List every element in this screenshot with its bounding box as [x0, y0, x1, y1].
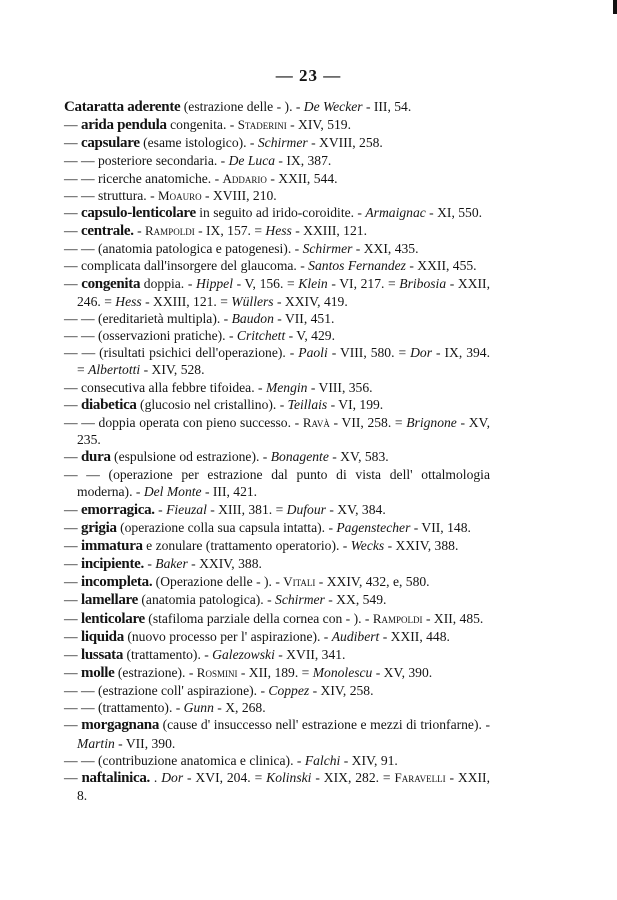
entry-text: — complicata dall'insorgere del glaucoma. -	[64, 258, 309, 274]
entry-text: - XV, 235.	[77, 414, 490, 447]
entry-text: —	[64, 449, 81, 465]
index-entry	[64, 448, 490, 466]
entry-text: - XVIII, 258.	[307, 135, 383, 151]
entry-text: —	[64, 204, 81, 220]
entry-text: - XI, 550.	[425, 204, 483, 220]
entry-text: — — (estrazione coll' aspirazione). -	[64, 683, 269, 699]
entry-text: - XXIII, 121. =	[141, 293, 232, 309]
entry-text: - XVII, 341.	[274, 646, 346, 662]
entry-text: - VII, 451.	[273, 310, 335, 326]
index-entry	[64, 752, 490, 769]
index-entry	[64, 501, 490, 519]
author-reference: Paoli	[298, 345, 328, 361]
entry-text: (nuovo processo per l' aspirazione). -	[123, 628, 332, 644]
author-reference: Falchi	[304, 752, 341, 768]
author-reference: Teillais	[287, 396, 328, 412]
author-reference: Brignone	[406, 414, 457, 430]
entry-text: - XX, 549.	[324, 592, 387, 608]
entry-heading: Cataratta aderente	[64, 99, 181, 115]
page-edge-mark	[613, 0, 617, 14]
index-entry	[64, 466, 490, 500]
entry-text: -	[154, 501, 167, 517]
entry-text: — — doppia operata con pieno successo. -	[64, 414, 303, 430]
index-list	[64, 98, 490, 804]
entry-text: - XXIII, 121.	[291, 223, 367, 239]
entry-text: - V, 156. =	[232, 275, 299, 291]
entry-text: (espulsione od estrazione). -	[110, 449, 271, 465]
entry-text: (cause d' insuccesso nell' estrazione e mezzi di trionfarne). -	[159, 717, 490, 733]
entry-heading: grigia	[81, 519, 117, 536]
entry-text: - XIV, 519.	[286, 117, 352, 133]
author-reference: Schirmer	[275, 592, 325, 608]
author-reference: Bribosia	[399, 275, 447, 291]
entry-heading: morgagnana	[81, 717, 160, 734]
entry-text: —	[64, 717, 82, 733]
entry-text: —	[64, 275, 82, 291]
author-reference: Pagenstecher	[336, 519, 411, 535]
entry-text: — — (risultati psichici dell'operazione). -	[64, 345, 299, 361]
entry-heading: lenticolare	[81, 610, 145, 627]
entry-text: - XII, 189. =	[237, 665, 313, 680]
author-reference: De Luca	[228, 153, 276, 169]
entry-text: - XXIV, 388.	[384, 537, 459, 553]
entry-text: - XXIV, 432, e, 580.	[315, 574, 430, 590]
entry-heading: liquida	[81, 628, 124, 645]
author-reference: Wüllers	[231, 293, 274, 309]
entry-heading: arida pendula	[81, 117, 167, 134]
index-entry	[64, 396, 490, 414]
entry-text: —	[64, 574, 81, 590]
entry-text: -	[143, 556, 156, 572]
author-reference: Schirmer	[257, 135, 308, 151]
entry-text: — — (contribuzione anatomica e clinica). -	[64, 752, 305, 768]
entry-text: — — (operazione per estrazione dal punto di vista dell' ottalmologia moderna). -	[64, 467, 490, 500]
index-entry	[64, 222, 490, 240]
entry-heading: emorragica.	[81, 501, 155, 518]
author-reference: Monolescu	[312, 665, 373, 680]
entry-text: - XXII, 448.	[379, 628, 450, 644]
entry-text: —	[64, 628, 81, 644]
entry-text: — — (ereditarietà multipla). -	[64, 310, 232, 326]
entry-text: (estrazione). -	[114, 665, 197, 680]
entry-heading: capsulo-lenticolare	[81, 204, 196, 221]
author-reference: Fieuzal	[166, 501, 207, 517]
entry-heading: naftalinica.	[81, 769, 150, 786]
entry-text: —	[64, 665, 81, 680]
entry-heading: lamellare	[81, 592, 138, 609]
entry-text: — consecutiva alla febbre tifoidea. -	[64, 379, 266, 395]
index-entry	[64, 275, 490, 310]
entry-text: - XVIII, 210.	[201, 187, 277, 203]
entry-text: (glucosio nel cristallino). -	[136, 396, 288, 412]
entry-heading: lussata	[81, 646, 124, 663]
entry-text: - XIII, 381. =	[206, 501, 287, 517]
index-entry	[64, 134, 490, 152]
author-reference: Baker	[155, 556, 188, 572]
entry-text: - III, 421.	[201, 484, 258, 500]
author-reference: Mengin	[265, 379, 308, 395]
index-entry	[64, 699, 490, 716]
author-reference: Bonagente	[270, 449, 329, 465]
entry-text: —	[64, 537, 81, 553]
author-reference: Vitali	[283, 574, 316, 590]
author-reference: Rosmini	[196, 665, 238, 680]
entry-text: —	[64, 646, 81, 662]
entry-heading: dura	[81, 449, 111, 466]
entry-text: - VII, 258. =	[329, 414, 407, 430]
author-reference: Galezowski	[212, 646, 275, 662]
entry-text: congenita. -	[166, 117, 238, 133]
author-reference: Hess	[115, 293, 142, 309]
index-entry	[64, 327, 490, 344]
author-reference: Klein	[298, 275, 328, 291]
index-entry	[64, 716, 490, 751]
author-reference: Addario	[222, 170, 267, 186]
entry-text: —	[64, 501, 81, 517]
entry-text: - VIII, 580. =	[327, 345, 411, 361]
entry-text: —	[64, 592, 81, 608]
entry-text: in seguito ad irido-coroidite. -	[195, 204, 366, 220]
entry-text: — — (trattamento). -	[64, 700, 184, 716]
entry-text: (esame istologico). -	[139, 135, 258, 151]
author-reference: Rampoldi	[372, 610, 423, 626]
entry-text: - XV, 384.	[325, 501, 386, 517]
index-entry	[64, 98, 490, 116]
author-reference: Baudon	[231, 310, 274, 326]
entry-text: —	[64, 117, 81, 133]
author-reference: Dor	[410, 345, 433, 361]
entry-text: - XIV, 258.	[309, 683, 374, 699]
index-entry	[64, 682, 490, 699]
entry-text: - XV, 390.	[372, 665, 433, 680]
author-reference: Staderini	[237, 117, 287, 133]
entry-heading: molle	[81, 665, 115, 681]
author-reference: Del Monte	[143, 484, 202, 500]
entry-text: —	[64, 769, 82, 785]
entry-text: — — (osservazioni pratiche). -	[64, 328, 237, 344]
author-reference: Martin	[77, 735, 115, 751]
index-entry	[64, 573, 490, 591]
index-entry	[64, 519, 490, 537]
entry-heading: incompleta.	[81, 574, 153, 591]
entry-text: —	[64, 223, 81, 239]
entry-text: —	[64, 135, 81, 151]
page-number: — 23 —	[275, 66, 342, 85]
entry-text: e zonulare (trattamento operatorio). -	[142, 537, 351, 553]
index-entry	[64, 555, 490, 573]
entry-text: — — struttura. -	[64, 187, 159, 203]
index-entry	[64, 257, 490, 274]
entry-text: - XXII, 246. =	[77, 275, 490, 309]
author-reference: Audibert	[331, 628, 380, 644]
entry-text: — — posteriore secondaria. -	[64, 153, 229, 169]
index-entry	[64, 310, 490, 327]
index-entry	[64, 628, 490, 646]
entry-text: - XIX, 282. =	[311, 769, 395, 785]
entry-text: - VIII, 356.	[307, 379, 373, 395]
entry-heading: diabetica	[81, 396, 137, 413]
entry-text: -	[133, 223, 146, 239]
entry-text: —	[64, 556, 81, 572]
index-entry	[64, 187, 490, 204]
entry-text: (anatomia patologica). -	[138, 592, 276, 608]
index-entry	[64, 204, 490, 222]
entry-text: - XXII, 455.	[405, 258, 477, 274]
author-reference: Gunn	[183, 700, 214, 716]
author-reference: Moauro	[158, 187, 202, 203]
author-reference: Santos Fernandez	[308, 258, 406, 274]
index-entry	[64, 116, 490, 134]
entry-text: — — (anatomia patologica e patogenesi). -	[64, 241, 303, 257]
entry-text: - XXII, 544.	[266, 170, 338, 186]
author-reference: Albertotti	[88, 362, 141, 378]
index-entry	[64, 610, 490, 628]
entry-text: —	[64, 519, 81, 535]
entry-text: (operazione colla sua capsula intatta). -	[116, 519, 337, 535]
index-entry	[64, 152, 490, 169]
entry-heading: immatura	[81, 537, 143, 554]
entry-text: - XXIV, 419.	[273, 293, 348, 309]
entry-text: - X, 268.	[213, 700, 266, 716]
author-reference: Kolinski	[266, 769, 312, 785]
entry-text: - XXI, 435.	[352, 241, 419, 257]
entry-text: - VI, 199.	[327, 396, 384, 412]
entry-text: - XII, 485.	[422, 610, 484, 626]
index-entry	[64, 646, 490, 664]
entry-text: - XIV, 528.	[140, 362, 205, 378]
index-entry	[64, 537, 490, 555]
entry-text: - XVI, 204. =	[183, 769, 267, 785]
entry-text: - V, 429.	[285, 328, 335, 344]
entry-text: doppia. -	[140, 275, 196, 291]
entry-text: .	[150, 769, 162, 785]
entry-text: - VII, 148.	[410, 519, 471, 535]
index-entry	[64, 414, 490, 448]
index-entry	[64, 664, 490, 682]
entry-text: - VII, 390.	[114, 735, 176, 751]
entry-text: (stafiloma parziale della cornea con - ). -	[144, 610, 373, 626]
author-reference: Hess	[265, 223, 292, 239]
author-reference: Faravelli	[394, 769, 446, 785]
index-entry	[64, 170, 490, 187]
entry-text: - XXII, 8.	[77, 769, 490, 804]
entry-text: - IX, 157. =	[194, 223, 266, 239]
entry-text: - IX, 387.	[275, 153, 332, 169]
entry-text: - XV, 583.	[328, 449, 389, 465]
entry-text: - XIV, 91.	[340, 752, 398, 768]
entry-text: - III, 54.	[362, 99, 412, 114]
author-reference: Schirmer	[302, 241, 353, 257]
author-reference: De Wecker	[303, 99, 363, 114]
entry-heading: capsulare	[81, 135, 140, 152]
author-reference: Dufour	[286, 501, 326, 517]
entry-text: - VI, 217. =	[327, 275, 400, 291]
entry-text: (Operazione delle - ). -	[152, 574, 284, 590]
entry-text: —	[64, 396, 81, 412]
index-entry	[64, 379, 490, 396]
author-reference: Armaignac	[365, 204, 426, 220]
index-entry	[64, 769, 490, 804]
author-reference: Hippel	[195, 275, 233, 291]
index-entry	[64, 240, 490, 257]
index-entry	[64, 591, 490, 609]
entry-text: - IX, 394. =	[77, 345, 490, 378]
author-reference: Wecks	[350, 537, 385, 553]
entry-text: (estrazione delle - ). -	[180, 99, 304, 114]
author-reference: Coppez	[268, 683, 310, 699]
entry-text: —	[64, 610, 81, 626]
entry-text: — — ricerche anatomiche. -	[64, 170, 223, 186]
entry-text: - XXIV, 388.	[187, 556, 262, 572]
author-reference: Critchett	[236, 328, 286, 344]
author-reference: Ravà	[302, 414, 330, 430]
entry-heading: congenita	[81, 275, 141, 292]
entry-text: (trattamento). -	[123, 646, 213, 662]
entry-heading: incipiente.	[81, 556, 144, 573]
index-entry	[64, 344, 490, 378]
author-reference: Rampoldi	[145, 223, 195, 239]
author-reference: Dor	[161, 769, 184, 785]
entry-heading: centrale.	[81, 223, 134, 240]
